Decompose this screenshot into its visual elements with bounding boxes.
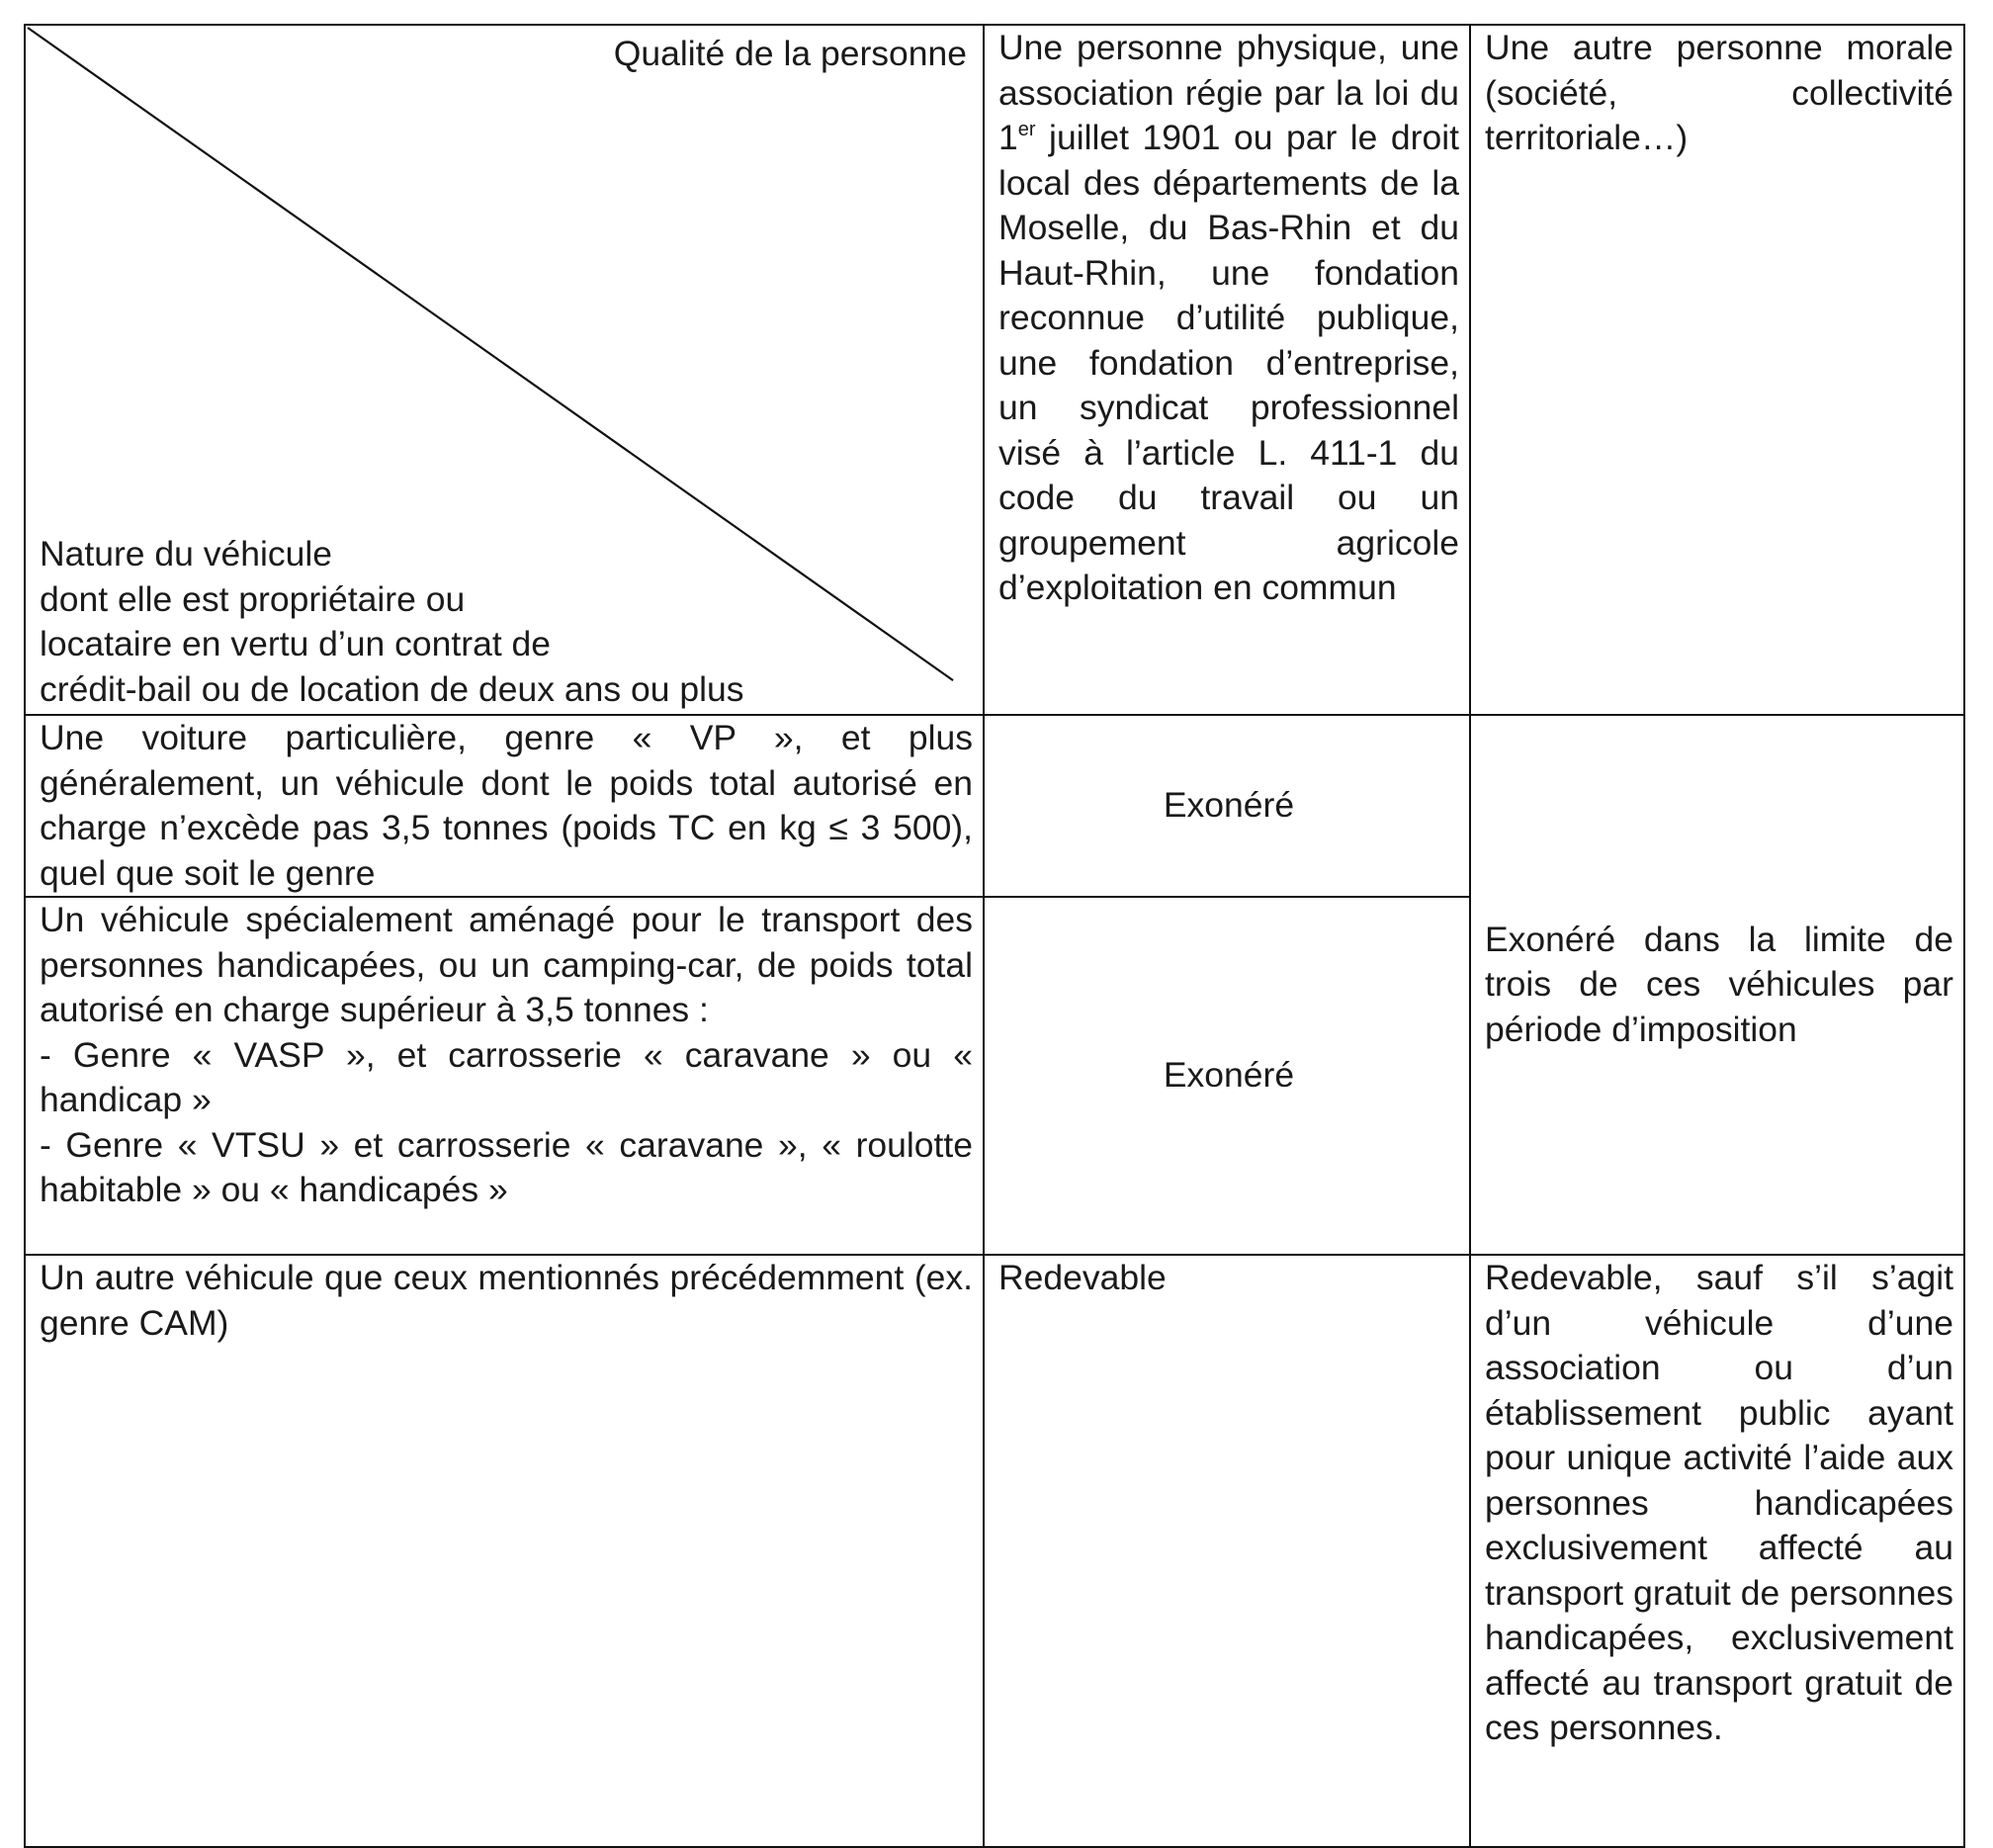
- corner-header-cell: [25, 25, 984, 715]
- nature-label-line: crédit-bail ou de location de deux ans ou plus: [40, 668, 744, 709]
- nature-label-line: locataire en vertu d’un contrat de: [40, 624, 552, 663]
- row3-nature: Un autre véhicule que ceux mentionnés précédemment (ex. genre CAM): [25, 1255, 984, 1847]
- header-personne-physique: [984, 25, 1470, 715]
- row3-col1-status: Redevable: [984, 1255, 1470, 1847]
- row-autre-vehicule: [25, 1255, 1964, 1847]
- row2-nature-item: - Genre « VTSU » et carrosserie « caravane », « roulotte habitable » ou « handicapés »: [40, 1124, 973, 1209]
- row-voiture-particuliere: [25, 715, 1964, 897]
- header-col1-text-b: juillet 1901 ou par le droit local des départements de la Moselle, du Bas-Rhin et du Haut-Rhin, une fondation reconnue d’utilité publique, une fondation d’entreprise, un syndicat professionnel visé à l’article L. 411-1 du code du travail ou un groupement agricole d’exploitation en commun: [998, 118, 1459, 607]
- row2-nature-intro: Un véhicule spécialement aménagé pour le transport des personnes handicapées, ou un camping-car, de poids total autorisé en charge supérieur à 3,5 tonnes :: [40, 900, 973, 1029]
- rows1-2-col2-status: Exonéré dans la limite de trois de ces véhicules par période d’imposition: [1470, 715, 1964, 1255]
- row2-nature: [25, 897, 984, 1255]
- header-autre-personne-morale: Une autre personne morale (société, collectivité territoriale…): [1470, 25, 1964, 715]
- header-row: [25, 25, 1964, 715]
- nature-label: [40, 532, 743, 712]
- row1-nature: Une voiture particulière, genre « VP », et plus généralement, un véhicule dont le poids total autorisé en charge n’excède pas 3,5 tonnes (poids TC en kg ≤ 3 500), quel que soit le genre: [25, 715, 984, 897]
- nature-label-line: dont elle est propriétaire ou: [40, 578, 466, 619]
- qualite-label: Qualité de la personne: [613, 34, 967, 73]
- row1-col1-status: Exonéré: [984, 715, 1470, 897]
- nature-label-line: Nature du véhicule: [40, 534, 333, 573]
- tax-exemption-table: [24, 24, 1965, 1848]
- row2-nature-item: - Genre « VASP », et carrosserie « caravane » ou « handicap »: [40, 1034, 973, 1119]
- row2-col1-status: Exonéré: [984, 897, 1470, 1255]
- header-col1-text-a: Une personne physique, une association régie par la loi du 1: [998, 28, 1459, 157]
- header-col1-superscript: er: [1017, 119, 1036, 140]
- row3-col2-status: Redevable, sauf s’il s’agit d’un véhicule d’une association ou d’un établissement public ayant pour unique activité l’aide aux personnes handicapées exclusivement affecté au transport gratuit de personnes handicapées, exclusivement affecté au transport gratuit de ces personnes.: [1470, 1255, 1964, 1847]
